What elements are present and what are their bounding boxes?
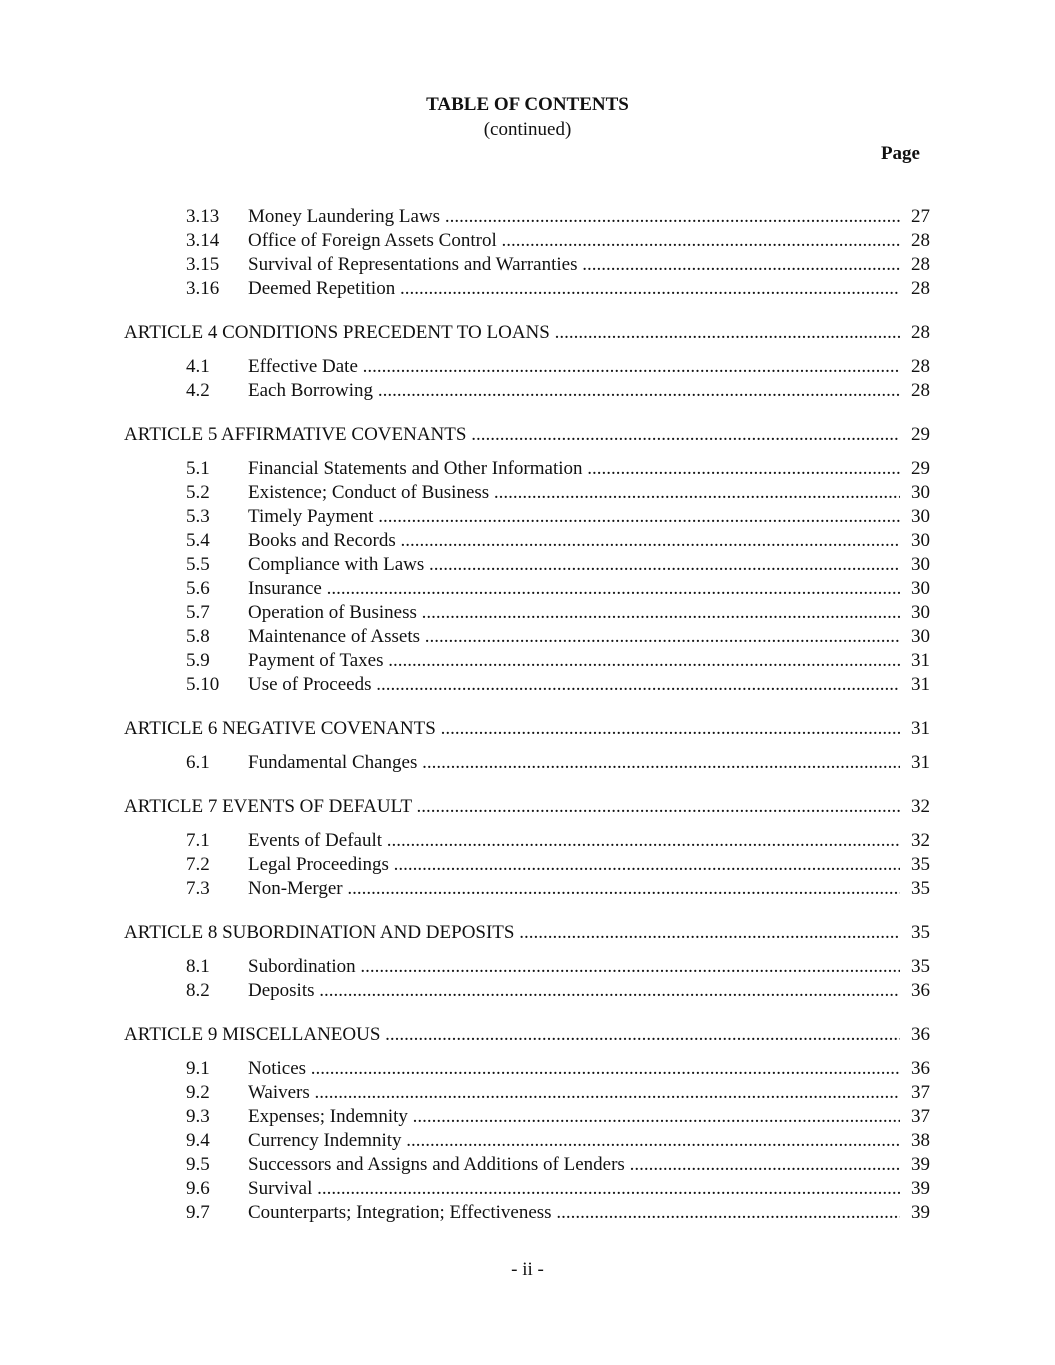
section-number: 9.2 [186,1082,210,1103]
section-number: 8.2 [186,980,210,1001]
section-number: 5.10 [186,674,220,695]
section-title: Counterparts; Integration; Effectiveness ..... [248,1201,922,1225]
section-page-number: 39 [900,1153,930,1177]
article-title: ARTICLE 7 EVENTS OF DEFAULT ..... [124,795,922,819]
article-page-number: 35 [900,921,930,945]
section-number: 9.7 [186,1202,210,1223]
section-page-number: 31 [900,673,930,697]
section-title: Expenses; Indemnity ..... [248,1105,922,1129]
toc-item-entry[interactable] [0,481,1055,505]
section-title: Successors and Assigns and Additions of Lenders ..... [248,1153,922,1177]
toc-title: TABLE OF CONTENTS [426,94,629,115]
section-page-number: 30 [900,577,930,601]
section-number: 9.6 [186,1178,210,1199]
article-page-number: 31 [900,717,930,741]
toc-section [0,1023,1055,1225]
section-title: Maintenance of Assets ..... [248,625,922,649]
section-title: Timely Payment ..... [248,505,922,529]
article-page-number: 36 [900,1023,930,1047]
toc-item-entry[interactable] [0,229,1055,253]
toc-item-entry[interactable] [0,829,1055,853]
toc-article-entry[interactable] [0,795,1055,819]
section-title: Notices ..... [248,1057,922,1081]
page-column-label: Page [880,143,920,164]
section-page-number: 27 [900,205,930,229]
toc-item-entry[interactable] [0,601,1055,625]
section-title: Payment of Taxes ..... [248,649,922,673]
section-page-number: 37 [900,1105,930,1129]
toc-item-entry[interactable] [0,1201,1055,1225]
section-title: Deposits ..... [248,979,922,1003]
toc-item-entry[interactable] [0,529,1055,553]
section-number: 3.14 [186,230,220,251]
section-title: Insurance ..... [248,577,922,601]
section-page-number: 28 [900,379,930,403]
section-page-number: 37 [900,1081,930,1105]
section-title: Compliance with Laws ..... [248,553,922,577]
section-number: 5.1 [186,458,210,479]
article-title: ARTICLE 4 CONDITIONS PRECEDENT TO LOANS ..... [124,321,922,345]
page-number: - ii - [511,1259,544,1280]
toc-item-entry[interactable] [0,751,1055,775]
toc-item-entry[interactable] [0,253,1055,277]
toc-item-entry[interactable] [0,955,1055,979]
section-number: 9.4 [186,1130,210,1151]
section-title: Use of Proceeds ..... [248,673,922,697]
toc-item-entry[interactable] [0,505,1055,529]
section-title: Currency Indemnity ..... [248,1129,922,1153]
toc-item-entry[interactable] [0,355,1055,379]
section-number: 9.3 [186,1106,210,1127]
article-title: ARTICLE 5 AFFIRMATIVE COVENANTS ..... [124,423,922,447]
toc-item-entry[interactable] [0,1177,1055,1201]
section-title: Existence; Conduct of Business ..... [248,481,922,505]
toc-item-entry[interactable] [0,1129,1055,1153]
section-number: 9.1 [186,1058,210,1079]
section-page-number: 32 [900,829,930,853]
section-page-number: 30 [900,505,930,529]
section-page-number: 31 [900,751,930,775]
section-number: 6.1 [186,752,210,773]
toc-section [0,205,1055,301]
toc-item-entry[interactable] [0,577,1055,601]
section-title: Survival of Representations and Warranties ..... [248,253,922,277]
section-page-number: 28 [900,355,930,379]
section-page-number: 30 [900,625,930,649]
toc-item-entry[interactable] [0,1153,1055,1177]
section-number: 5.9 [186,650,210,671]
section-number: 5.4 [186,530,210,551]
section-page-number: 35 [900,853,930,877]
toc-item-entry[interactable] [0,877,1055,901]
section-page-number: 30 [900,529,930,553]
section-number: 4.1 [186,356,210,377]
section-number: 5.3 [186,506,210,527]
section-title: Non-Merger ..... [248,877,922,901]
toc-article-entry[interactable] [0,1023,1055,1047]
section-number: 5.7 [186,602,210,623]
toc-item-entry[interactable] [0,625,1055,649]
toc-item-entry[interactable] [0,553,1055,577]
toc-item-entry[interactable] [0,457,1055,481]
section-number: 3.15 [186,254,220,275]
toc-item-entry[interactable] [0,853,1055,877]
section-number: 5.8 [186,626,210,647]
toc-subtitle: (continued) [483,119,572,140]
section-page-number: 28 [900,277,930,301]
toc-section [0,717,1055,775]
toc-section [0,921,1055,1003]
section-number: 7.1 [186,830,210,851]
toc-section [0,795,1055,901]
section-title: Fundamental Changes ..... [248,751,922,775]
section-page-number: 28 [900,229,930,253]
toc-item-entry[interactable] [0,649,1055,673]
article-title: ARTICLE 6 NEGATIVE COVENANTS ..... [124,717,922,741]
section-title: Waivers ..... [248,1081,922,1105]
section-page-number: 30 [900,481,930,505]
section-title: Deemed Repetition ..... [248,277,922,301]
section-number: 7.2 [186,854,210,875]
article-page-number: 28 [900,321,930,345]
section-number: 5.6 [186,578,210,599]
section-page-number: 39 [900,1201,930,1225]
toc-item-entry[interactable] [0,277,1055,301]
section-title: Subordination ..... [248,955,922,979]
toc-list [0,205,1055,1245]
section-title: Events of Default ..... [248,829,922,853]
section-page-number: 29 [900,457,930,481]
section-number: 3.13 [186,206,220,227]
toc-article-entry[interactable] [0,717,1055,741]
section-number: 5.5 [186,554,210,575]
section-page-number: 35 [900,955,930,979]
section-number: 7.3 [186,878,210,899]
section-number: 8.1 [186,956,210,977]
section-page-number: 28 [900,253,930,277]
article-title: ARTICLE 9 MISCELLANEOUS ..... [124,1023,922,1047]
section-page-number: 36 [900,1057,930,1081]
section-page-number: 39 [900,1177,930,1201]
section-title: Each Borrowing ..... [248,379,922,403]
section-title: Office of Foreign Assets Control ..... [248,229,922,253]
toc-item-entry[interactable] [0,1057,1055,1081]
toc-article-entry[interactable] [0,321,1055,345]
article-page-number: 32 [900,795,930,819]
toc-article-entry[interactable] [0,921,1055,945]
toc-article-entry[interactable] [0,423,1055,447]
section-number: 4.2 [186,380,210,401]
toc-item-entry[interactable] [0,379,1055,403]
section-title: Effective Date ..... [248,355,922,379]
section-title: Legal Proceedings ..... [248,853,922,877]
toc-section [0,321,1055,403]
section-page-number: 30 [900,553,930,577]
section-page-number: 31 [900,649,930,673]
section-page-number: 35 [900,877,930,901]
toc-item-entry[interactable] [0,205,1055,229]
section-page-number: 30 [900,601,930,625]
section-page-number: 38 [900,1129,930,1153]
section-title: Survival ..... [248,1177,922,1201]
section-number: 5.2 [186,482,210,503]
article-title: ARTICLE 8 SUBORDINATION AND DEPOSITS ..... [124,921,922,945]
toc-item-entry[interactable] [0,673,1055,697]
toc-item-entry[interactable] [0,979,1055,1003]
toc-item-entry[interactable] [0,1105,1055,1129]
section-title: Books and Records ..... [248,529,922,553]
section-number: 9.5 [186,1154,210,1175]
toc-section [0,423,1055,697]
section-number: 3.16 [186,278,220,299]
section-title: Operation of Business ..... [248,601,922,625]
toc-item-entry[interactable] [0,1081,1055,1105]
section-title: Financial Statements and Other Information ..... [248,457,922,481]
section-title: Money Laundering Laws ..... [248,205,922,229]
article-page-number: 29 [900,423,930,447]
section-page-number: 36 [900,979,930,1003]
